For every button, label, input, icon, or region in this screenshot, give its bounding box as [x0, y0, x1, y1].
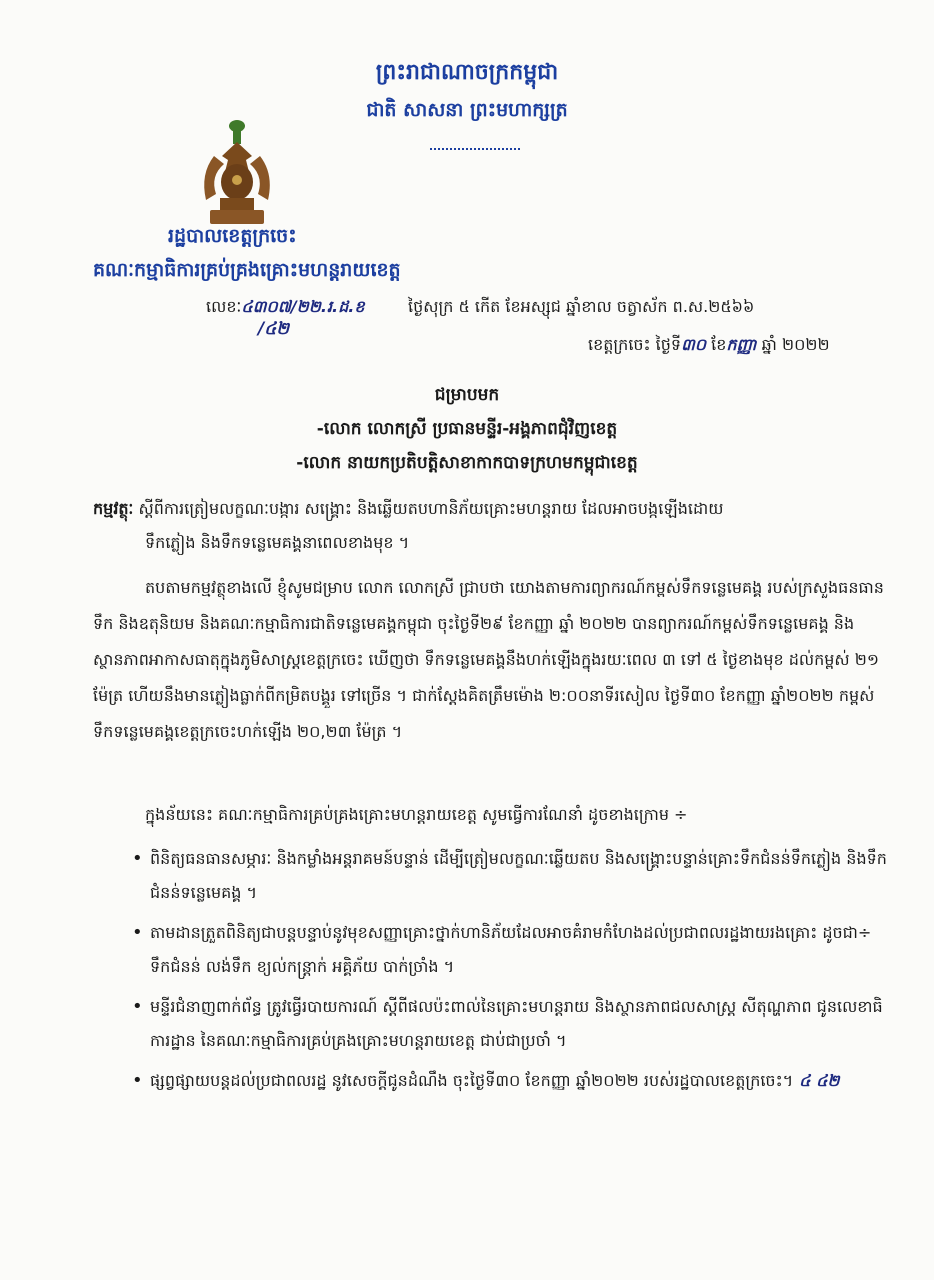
provincial-admin: រដ្ឋបាលខេត្តក្រចេះ — [168, 225, 297, 247]
solar-month: កញ្ញា — [726, 335, 757, 354]
solar-day: ៣០ — [681, 335, 707, 354]
solar-month-label: ខែ — [706, 335, 727, 354]
list-item: • ពិនិត្យធនធានសម្ភារៈ និងកម្លាំងអន្តរាគមន៍បន្ទាន់ ដើម្បីត្រៀមលក្ខណៈឆ្លើយតប និងសង្គ្រោះបន្ទាន់គ្រោះទឹកជំនន់ទឹកភ្លៀង និងទឹកជំនន់ទន្លេមេគង្គ ។ — [132, 842, 888, 910]
list-item: • មន្ទីរជំនាញពាក់ព័ន្ធ ត្រូវធ្វើរបាយការណ៍ ស្តីពីផលប៉ះពាល់នៃគ្រោះមហន្តរាយ និងស្ថានភាពជលសាស្ត្រ សីតុណ្ហភាព ជូនលេខាធិការដ្ឋាន នៃគណៈកម្មាធិការគ្រប់គ្រងគ្រោះមហន្តរាយខេត្ត ជាប់ជាប្រចាំ ។ — [132, 990, 888, 1058]
list-item — [132, 1064, 888, 1098]
reference-sub: /៤២ — [258, 319, 290, 339]
disaster-committee: គណៈកម្មាធិការគ្រប់គ្រងគ្រោះមហន្តរាយខេត្ត — [93, 259, 401, 281]
list-item-text: ផ្សព្វផ្សាយបន្តដល់ប្រជាពលរដ្ឋ នូវសេចក្តីជូនដំណឹង ចុះថ្ងៃទី៣០ ខែកញ្ញា ឆ្នាំ២០២២ របស់រដ្ឋបាលខេត្តក្រចេះ។ — [150, 1071, 794, 1090]
recipient-2: -លោក នាយកប្រតិបត្តិសាខាកាកបាទក្រហមកម្ពុជាខេត្ត — [296, 453, 638, 473]
subject-block — [93, 492, 883, 560]
reference-label: លេខៈ — [206, 297, 242, 316]
solar-year: ឆ្នាំ ២០២២ — [756, 335, 830, 354]
recipient-heading: ជម្រាបមក — [434, 385, 500, 405]
solar-date-prefix: ខេត្តក្រចេះ ថ្ងៃទី — [588, 335, 682, 354]
subject-line-2: ទឹកភ្លៀង និងទឹកទន្លេមេគង្គនាពេលខាងមុខ ។ — [145, 533, 410, 552]
instructions-intro: ក្នុងន័យនេះ គណៈកម្មាធិការគ្រប់គ្រងគ្រោះមហន្តរាយខេត្ត សូមធ្វើការណែនាំ ដូចខាងក្រោម ÷ — [145, 805, 688, 824]
lunar-date: ថ្ងៃសុក្រ ៥ កើត ខែអស្សុជ ឆ្នាំខាល ចត្វាស័ក ព.ស.២៥៦៦ — [408, 297, 755, 316]
reference-value: ៤៣០៧/២២.រ.ដ.ខ — [241, 297, 365, 316]
national-motto: ជាតិ សាសនា ព្រះមហាក្សត្រ — [366, 99, 568, 121]
royal-garuda-emblem-icon — [194, 116, 280, 228]
list-item: • តាមដានត្រួតពិនិត្យជាបន្តបន្ទាប់នូវមុខសញ្ញាគ្រោះថ្នាក់ហានិភ័យដែលអាចគំរាមកំហែងដល់ប្រជាពលរដ្ឋងាយរងគ្រោះ ដូចជា÷ ទឹកជំនន់ លង់ទឹក ខ្យល់កន្ត្រាក់ អគ្គិភ័យ បាក់ច្រាំង ។ — [132, 916, 888, 984]
signature-mark: ៤ ៤២ — [799, 1071, 840, 1090]
subject-label: កម្មវត្ថុៈ — [93, 499, 134, 518]
reference-number — [206, 296, 365, 320]
recipient-1: -លោក លោកស្រី ប្រធានមន្ទីរ-អង្គភាពជុំវិញខេត្ត — [316, 419, 618, 439]
header-divider — [430, 148, 520, 150]
subject-line-1: ស្តីពីការត្រៀមលក្ខណៈបង្ការ សង្គ្រោះ និងឆ្លើយតបហានិភ័យគ្រោះមហន្តរាយ ដែលអាចបង្កឡើងដោយ — [138, 499, 724, 518]
solar-date — [588, 334, 830, 358]
kingdom-title: ព្រះរាជាណាចក្រកម្ពុជា — [375, 60, 559, 85]
body-paragraph: តបតាមកម្មវត្ថុខាងលើ ខ្ញុំសូមជម្រាប លោក លោកស្រី ជ្រាបថា យោងតាមការព្យាករណ៍កម្ពស់ទឹកទន្លេមេគង្គ របស់ក្រសួងធនធានទឹក និងឧតុនិយម និងគណៈកម្មាធិការជាតិទន្លេមេគង្គកម្ពុជា ចុះថ្ងៃទី២៩ ខែកញ្ញា ឆ្នាំ ២០២២ បានព្យាករណ៍កម្ពស់ទឹកទន្លេមេគង្គ និងស្ថានភាពអាកាសធាតុក្នុងភូមិសាស្ត្រខេត្តក្រចេះ ឃើញថា ទឹកទន្លេមេគង្គនឹងហក់ឡើងក្នុងរយៈពេល ៣ ទៅ ៥ ថ្ងៃខាងមុខ ដល់កម្ពស់ ២១ ម៉ែត្រ ហើយនឹងមានភ្លៀងធ្លាក់ពីកម្រិតបង្គួរ ទៅច្រើន ។ ជាក់ស្តែងគិតត្រឹមម៉ោង ២:០០នាទីរសៀល ថ្ងៃទី៣០ ខែកញ្ញា ឆ្នាំ២០២២ កម្ពស់ទឹកទន្លេមេគង្គខេត្តក្រចេះហក់ឡើង ២០,២៣ ម៉ែត្រ ។ — [93, 578, 884, 741]
instruction-list — [132, 842, 888, 1104]
